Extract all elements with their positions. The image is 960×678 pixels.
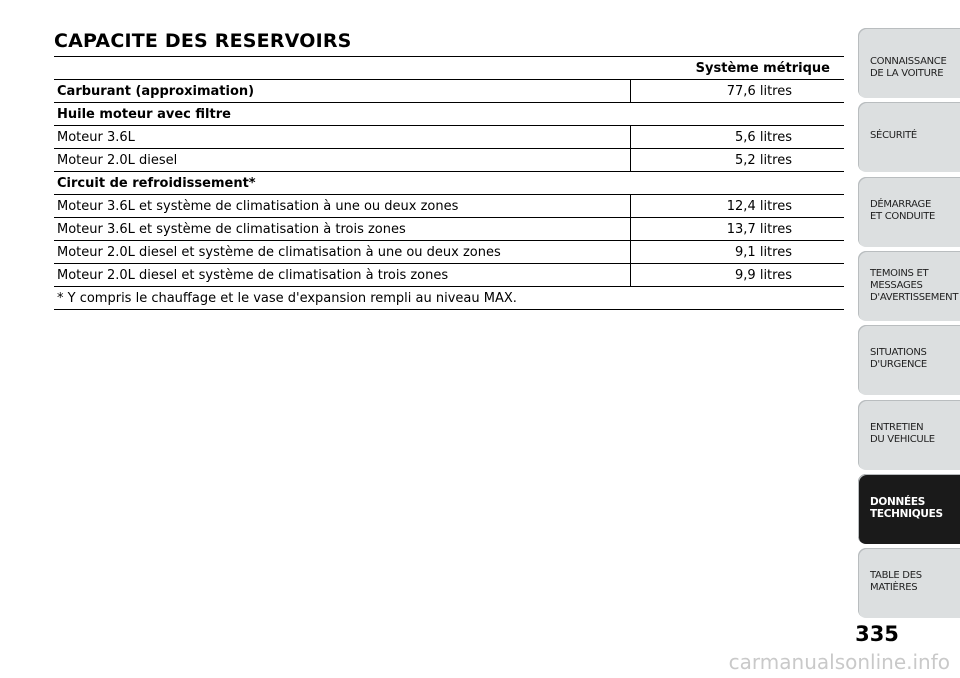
chapter-tab-label: MATIÈRES — [870, 582, 918, 593]
chapter-tab-label: DONNÉES — [870, 496, 926, 508]
row-label: Moteur 2.0L diesel — [54, 149, 631, 172]
chapter-tab-label: TABLE DES — [870, 570, 922, 581]
header-empty-cell — [54, 57, 631, 80]
row-value: 13,7 litres — [631, 218, 845, 241]
row-value: 77,6 litres — [631, 80, 845, 103]
footnote: * Y compris le chauffage et le vase d'expansion rempli au niveau MAX. — [54, 287, 844, 310]
chapter-tab[interactable] — [858, 102, 960, 172]
chapter-tab-label: ENTRETIEN — [870, 422, 924, 433]
row-label: Circuit de refroidissement* — [54, 172, 631, 195]
chapter-tab-label: MESSAGES — [870, 280, 923, 291]
page-number: 335 — [855, 622, 899, 646]
table-row — [54, 126, 844, 149]
watermark: carmanualsonline.info — [728, 650, 950, 674]
table-row — [54, 195, 844, 218]
chapter-tab[interactable] — [858, 28, 960, 98]
chapter-tab[interactable] — [858, 325, 960, 395]
row-label: Huile moteur avec filtre — [54, 103, 631, 126]
row-value: 12,4 litres — [631, 195, 845, 218]
chapter-tab-label: CONNAISSANCE — [870, 56, 947, 67]
row-value — [631, 172, 845, 195]
table-row — [54, 172, 844, 195]
chapter-tab[interactable] — [858, 474, 960, 544]
table-header-row — [54, 57, 844, 80]
chapter-tab-label: TEMOINS ET — [870, 268, 929, 279]
page-title: CAPACITE DES RESERVOIRS — [54, 30, 352, 52]
row-label: Carburant (approximation) — [54, 80, 631, 103]
row-value: 9,9 litres — [631, 264, 845, 287]
chapter-tab-label: SÉCURITÉ — [870, 130, 917, 141]
table-row — [54, 264, 844, 287]
row-label: Moteur 2.0L diesel et système de climatisation à une ou deux zones — [54, 241, 631, 264]
table-row — [54, 241, 844, 264]
table-row — [54, 103, 844, 126]
header-metric-cell: Système métrique — [631, 57, 845, 80]
row-label: Moteur 2.0L diesel et système de climatisation à trois zones — [54, 264, 631, 287]
table-row — [54, 149, 844, 172]
footnote-row — [54, 287, 844, 310]
chapter-tab[interactable] — [858, 177, 960, 247]
row-value: 5,2 litres — [631, 149, 845, 172]
chapter-tab-label: ET CONDUITE — [870, 211, 936, 222]
table-row — [54, 80, 844, 103]
chapter-tab[interactable] — [858, 251, 960, 321]
chapter-tab-label: SITUATIONS — [870, 347, 927, 358]
row-label: Moteur 3.6L — [54, 126, 631, 149]
chapter-tab-label: TECHNIQUES — [870, 508, 943, 520]
chapter-tab-label: D'AVERTISSEMENT — [870, 292, 959, 303]
chapter-tab-label: DE LA VOITURE — [870, 68, 944, 79]
row-value — [631, 103, 845, 126]
chapter-tab-label: D'URGENCE — [870, 359, 927, 370]
chapter-tab-label: DU VEHICULE — [870, 434, 935, 445]
row-label: Moteur 3.6L et système de climatisation à trois zones — [54, 218, 631, 241]
capacity-table — [54, 56, 844, 310]
table-row — [54, 218, 844, 241]
row-value: 5,6 litres — [631, 126, 845, 149]
chapter-tab[interactable] — [858, 548, 960, 618]
row-label: Moteur 3.6L et système de climatisation à une ou deux zones — [54, 195, 631, 218]
chapter-tab[interactable] — [858, 400, 960, 470]
row-value: 9,1 litres — [631, 241, 845, 264]
chapter-tab-label: DÉMARRAGE — [870, 199, 932, 210]
